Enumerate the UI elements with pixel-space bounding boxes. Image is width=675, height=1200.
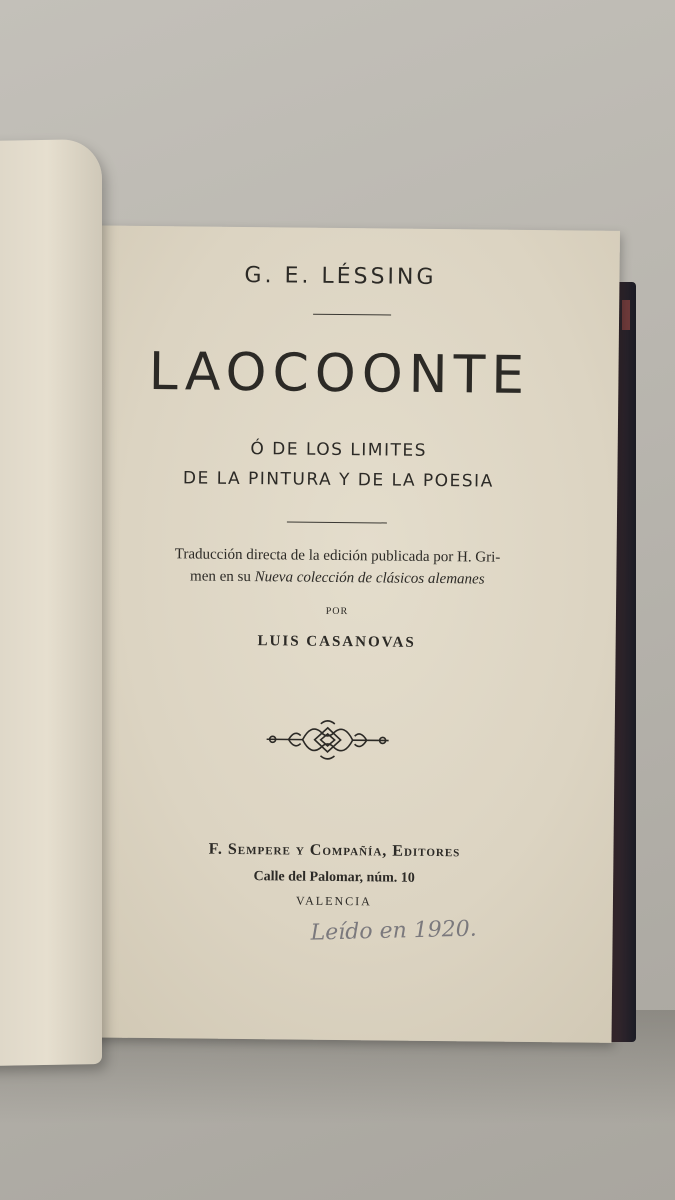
divider-rule-middle <box>287 521 387 523</box>
collection-name: Nueva colección de clásicos alemanes <box>254 569 485 588</box>
by-label: POR <box>325 605 349 618</box>
publisher-city: VALENCIA <box>295 893 372 909</box>
fleuron-ornament-icon <box>262 717 392 762</box>
translation-note-line-2 <box>58 567 616 590</box>
divider-rule-top <box>313 314 391 316</box>
facing-page-leaf <box>0 139 102 1066</box>
book-title: LAOCOONTE <box>148 341 531 406</box>
author-name: G. E. LÉSSING <box>244 262 437 291</box>
title-page <box>54 225 620 1043</box>
subtitle-line-2: DE LA PINTURA Y DE LA POESIA <box>182 468 494 492</box>
cover-spine-mark <box>622 300 630 330</box>
translation-note-line-1: Traducción directa de la edición publicada por H. Gri- <box>174 546 501 566</box>
handwritten-note: Leído en 1920. <box>310 916 477 946</box>
publisher-address: Calle del Palomar, núm. 10 <box>253 869 415 886</box>
subtitle-line-1: Ó DE LOS LIMITES <box>250 439 428 461</box>
translation-note-prefix: men en su <box>190 568 255 586</box>
publisher-name: F. Sempere y Compañía, Editores <box>208 840 461 861</box>
translator-name: LUIS CASANOVAS <box>257 633 416 651</box>
